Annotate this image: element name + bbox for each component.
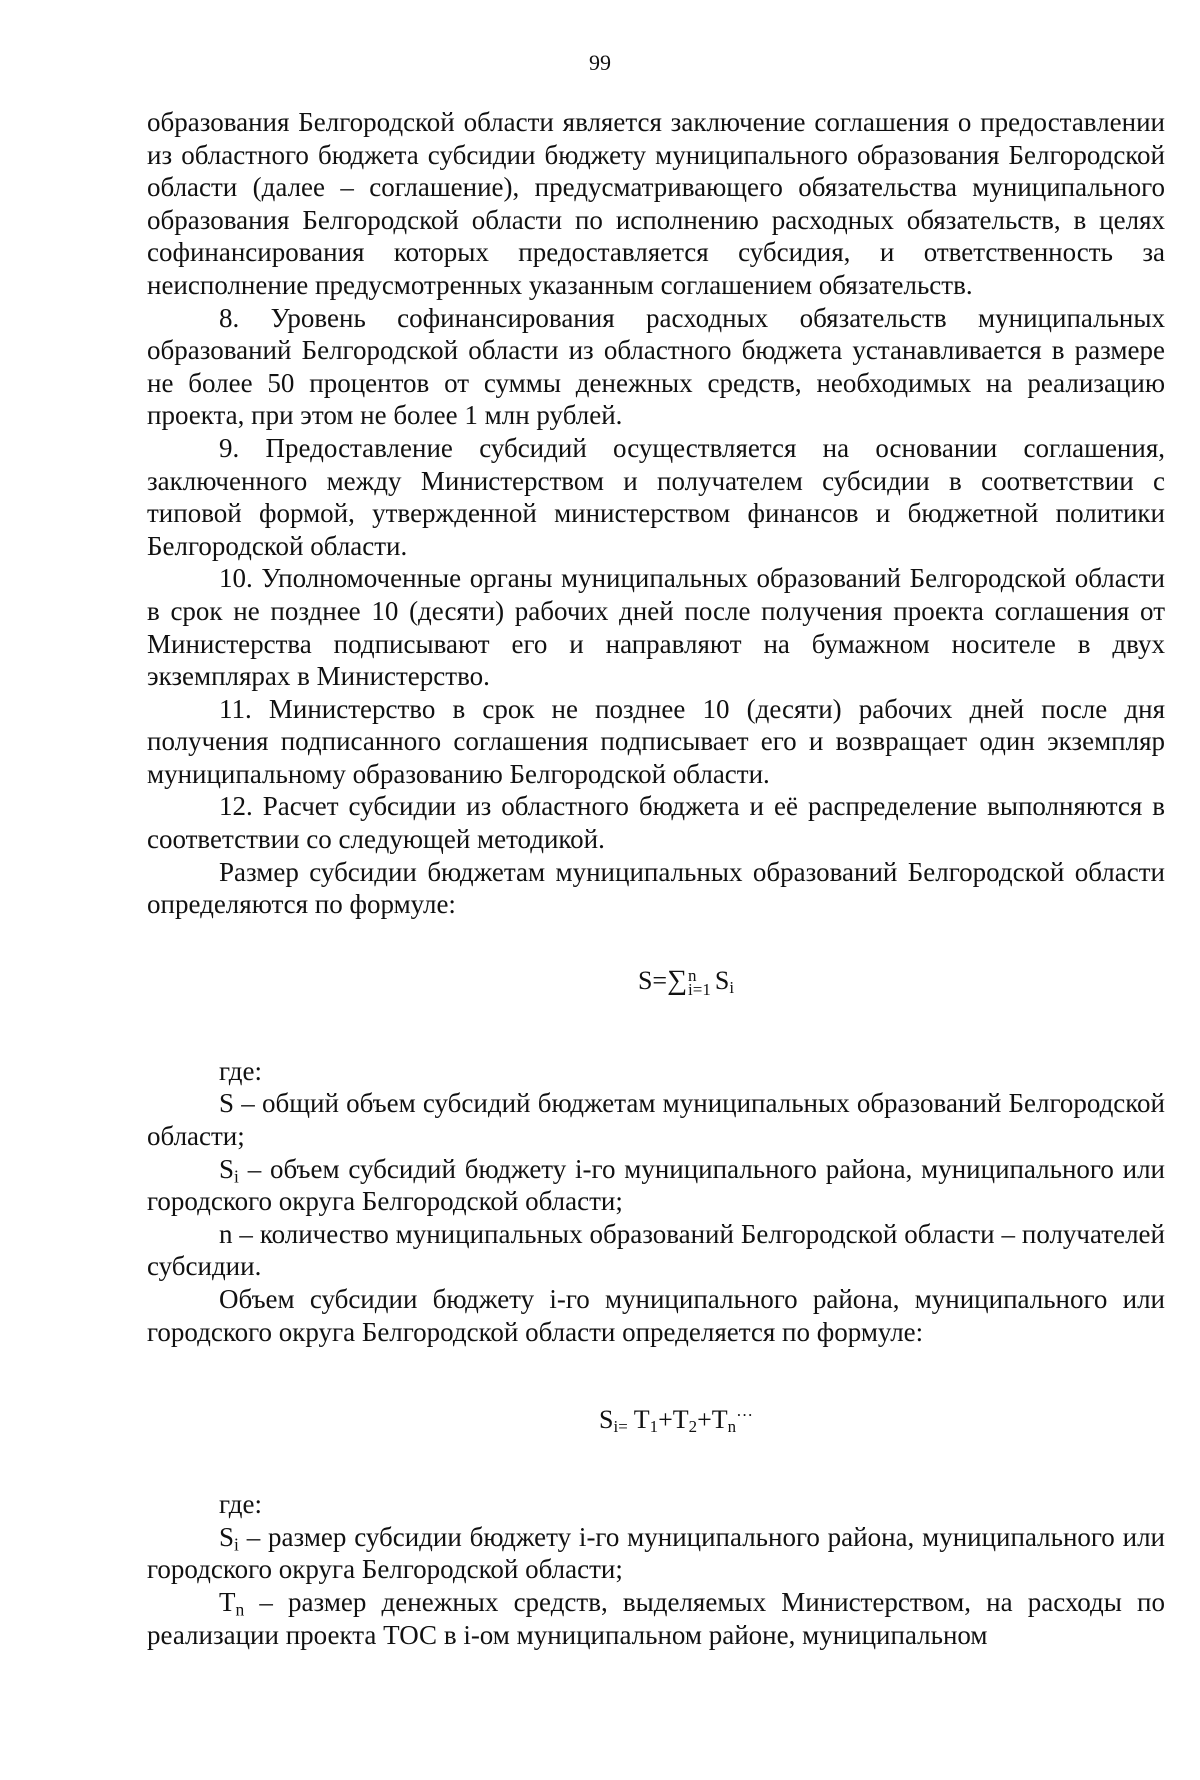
def-symbol: S xyxy=(219,1153,235,1184)
def-text: – размер денежных средств, выделяемых Министерством, на расходы по реализации проекта ТОС в i-ом муниципальном районе, муниципальном xyxy=(147,1587,1165,1650)
formula-term: +T xyxy=(697,1405,728,1435)
definition-s xyxy=(147,1087,1165,1152)
sum-symbol: ∑ xyxy=(667,964,688,996)
sum-upper-limit: n xyxy=(688,965,697,985)
paragraph-formula-intro: Размер субсидии бюджетам муниципальных образований Белгородской области определяются по формуле: xyxy=(147,856,1165,920)
definition-tn xyxy=(147,1586,1165,1651)
paragraph-continuation: образования Белгородской области является заключение соглашения о предоставлении из областного бюджета субсидии бюджету муниципального образования Белгородской области (далее – соглашение), предусматривающего обязательства муниципального образования Белгородской области по исполнению расходных обязательств, в целях софинансирования которых предоставляется субсидия, и ответственность за неисполнение предусмотренных указанным соглашением обязательств. xyxy=(147,107,1165,300)
formula-municipal-subsidy xyxy=(147,1404,1165,1436)
paragraph-formula-intro-2: Объем субсидии бюджету i-го муниципального района, муниципального или городского округа Белгородской области определяется по формуле: xyxy=(147,1284,1165,1347)
formula-total-subsidy xyxy=(147,965,1165,997)
formula-term: +T xyxy=(658,1405,689,1435)
formula-subscript: 2 xyxy=(688,1417,698,1437)
formula-term: S xyxy=(599,1405,614,1435)
def-text: – количество муниципальных образований Белгородской области – получателей субсидии. xyxy=(147,1218,1165,1282)
formula-ellipsis: ··· xyxy=(736,1405,753,1425)
paragraph-item-8: 8. Уровень софинансирования расходных обязательств муниципальных образований Белгородской области из областного бюджета устанавливается в размере не более 50 процентов от суммы денежных средств, необходимых на реализацию проекта, при этом не более 1 млн рублей. xyxy=(147,302,1165,431)
formula-subscript: i= xyxy=(613,1417,628,1437)
paragraph-item-10: 10. Уполномоченные органы муниципальных образований Белгородской области в срок не позднее 10 (десяти) рабочих дней после получения проекта соглашения от Министерства подписывают его и направляют на бумажном носителе в двух экземплярах в Министерство. xyxy=(147,563,1165,692)
def-symbol: T xyxy=(219,1587,236,1617)
paragraph-item-9: 9. Предоставление субсидий осуществляется на основании соглашения, заключенного между Министерством и получателем субсидии в соответствии с типовой формой, утвержденной министерством финансов и бюджетной политики Белгородской области. xyxy=(147,432,1165,561)
formula-lhs: S= xyxy=(637,965,668,995)
sum-limits xyxy=(688,965,711,999)
def-symbol: S xyxy=(219,1521,235,1552)
document-body xyxy=(147,106,1165,1651)
where-label: где: xyxy=(219,1055,262,1086)
sum-term-subscript: i xyxy=(729,978,735,998)
def-symbol: n xyxy=(219,1218,233,1249)
definition-n xyxy=(147,1218,1165,1283)
def-text: – общий объем субсидий бюджетам муниципальных образований Белгородской области; xyxy=(147,1088,1165,1152)
formula-subscript: 1 xyxy=(649,1417,659,1437)
def-subscript: i xyxy=(234,1166,239,1187)
where-label-2: где: xyxy=(219,1489,262,1520)
def-subscript: n xyxy=(235,1599,245,1620)
sum-lower-limit: i=1 xyxy=(688,979,711,999)
def-symbol: S xyxy=(219,1088,235,1119)
formula-subscript: n xyxy=(727,1417,737,1437)
definition-si-2 xyxy=(147,1521,1165,1586)
formula-term: T xyxy=(627,1405,650,1435)
def-subscript: i xyxy=(234,1534,239,1555)
paragraph-item-11: 11. Министерство в срок не позднее 10 (десяти) рабочих дней после дня получения подписанного соглашения подписывает его и возвращает один экземпляр муниципальному образованию Белгородской области. xyxy=(147,693,1165,789)
sum-term: S xyxy=(714,965,730,995)
definition-si xyxy=(147,1153,1165,1218)
def-text: – размер субсидии бюджету i-го муниципального района, муниципального или городского округа Белгородской области; xyxy=(147,1521,1165,1585)
page-number: 99 xyxy=(589,50,611,75)
def-text: – объем субсидий бюджету i-го муниципального района, муниципального или городского округа Белгородской области; xyxy=(147,1153,1165,1217)
paragraph-item-12: 12. Расчет субсидии из областного бюджета и её распределение выполняются в соответствии со следующей методикой. xyxy=(147,791,1165,855)
